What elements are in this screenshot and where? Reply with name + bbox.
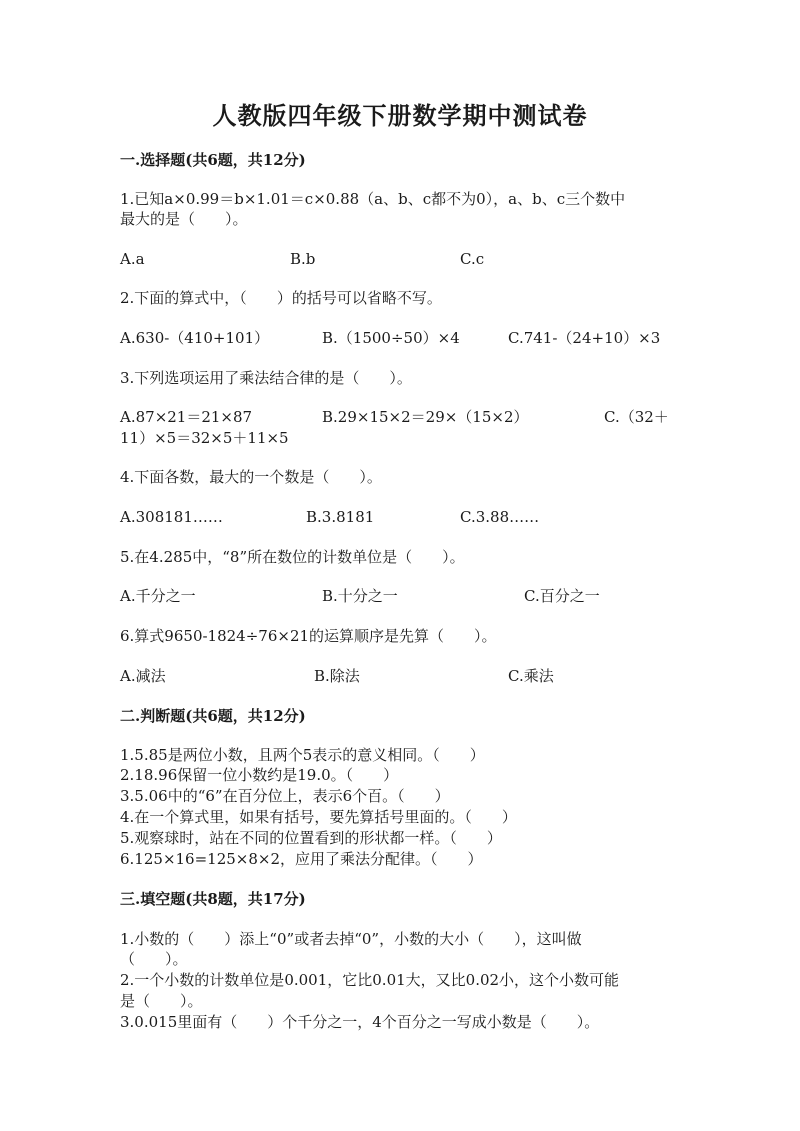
section-heading-choice: 一.选择题(共6题，共12分) (120, 151, 306, 169)
option-c: C.3.88…… (460, 508, 540, 526)
option-c: C.（32＋ (604, 408, 669, 426)
judgment-item: 3.5.06中的“6”在百分位上，表示6个百。（ ） (120, 787, 450, 805)
question-text: 最大的是（ ）。 (120, 210, 248, 228)
option-a: A.87×21＝21×87 (120, 408, 253, 426)
question-text: 6.算式9650-1824÷76×21的运算顺序是先算（ ）。 (120, 627, 497, 645)
option-c-continued: 11）×5＝32×5＋11×5 (120, 429, 289, 447)
option-b: B.（1500÷50）×4 (322, 329, 460, 347)
judgment-item: 4.在一个算式里，如果有括号，要先算括号里面的。（ ） (120, 808, 517, 826)
judgment-item: 6.125×16=125×8×2，应用了乘法分配律。（ ） (120, 850, 483, 868)
judgment-item: 2.18.96保留一位小数约是19.0。（ ） (120, 766, 399, 784)
option-a: A.308181…… (120, 508, 223, 526)
option-b: B.十分之一 (322, 587, 398, 605)
option-a: A.减法 (120, 667, 166, 685)
option-a: A.千分之一 (120, 587, 196, 605)
question-text: 5.在4.285中，“8”所在数位的计数单位是（ ）。 (120, 548, 465, 566)
fill-item-continued: 是（ ）。 (120, 992, 203, 1010)
option-c: C.乘法 (508, 667, 554, 685)
question-text: 2.下面的算式中，（ ）的括号可以省略不写。 (120, 289, 442, 307)
fill-item-continued: （ ）。 (120, 950, 188, 968)
option-c: C.百分之一 (524, 587, 600, 605)
question-text: 3.下列选项运用了乘法结合律的是（ ）。 (120, 369, 412, 387)
fill-item: 3.0.015里面有（ ）个千分之一，4个百分之一写成小数是（ ）。 (120, 1013, 600, 1031)
option-c: C.c (460, 250, 485, 268)
option-b: B.29×15×2＝29×（15×2） (322, 408, 529, 426)
section-heading-fill: 三.填空题(共8题，共17分) (120, 890, 306, 908)
fill-item: 2.一个小数的计数单位是0.001，它比0.01大，又比0.02小，这个小数可能 (120, 971, 620, 989)
question-text: 1.已知a×0.99＝b×1.01＝c×0.88（a、b、c都不为0），a、b、c三个数中 (120, 190, 626, 208)
judgment-item: 5.观察球时，站在不同的位置看到的形状都一样。（ ） (120, 829, 502, 847)
judgment-item: 1.5.85是两位小数，且两个5表示的意义相同。（ ） (120, 746, 485, 764)
option-a: A.a (120, 250, 145, 268)
option-b: B.b (290, 250, 316, 268)
option-b: B.3.8181 (306, 508, 375, 526)
option-a: A.630-（410+101） (120, 329, 270, 347)
question-text: 4.下面各数，最大的一个数是（ ）。 (120, 468, 382, 486)
option-c: C.741-（24+10）×3 (508, 329, 661, 347)
fill-item: 1.小数的（ ）添上“0”或者去掉“0”，小数的大小（ ），这叫做 (120, 930, 582, 948)
page-title: 人教版四年级下册数学期中测试卷 (212, 101, 588, 130)
option-b: B.除法 (314, 667, 360, 685)
section-heading-judgment: 二.判断题(共6题，共12分) (120, 707, 306, 725)
